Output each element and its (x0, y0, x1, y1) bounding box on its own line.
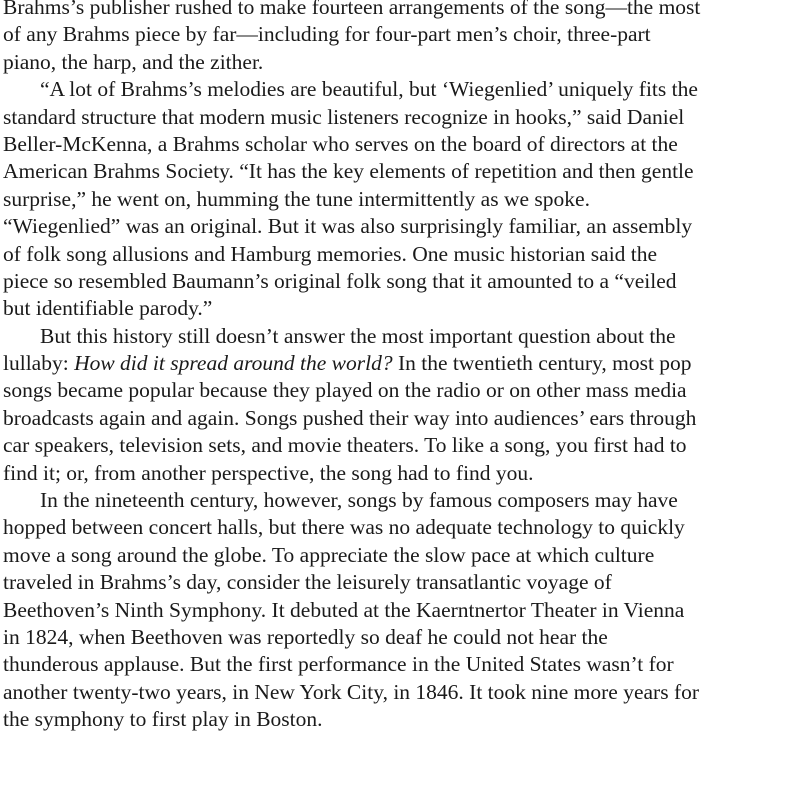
text-line: find it; or, from another perspective, the song had to find you. (3, 460, 534, 485)
text-segment: In the twentieth century, most pop (392, 351, 692, 376)
text-line: Beller-McKenna, a Brahms scholar who serves on the board of directors at the (3, 131, 678, 156)
paragraph-first-line: But this history still doesn’t answer the most important question about the (40, 323, 676, 348)
text-line: but identifiable parody.” (3, 296, 213, 321)
text-line: piece so resembled Baumann’s original folk song that it amounted to a “veiled (3, 268, 677, 293)
text-line: “Wiegenlied” was an original. But it was also surprisingly familiar, an assembly (3, 214, 693, 239)
italic-question: How did it spread around the world? (74, 351, 393, 376)
text-line: piano, the harp, and the zither. (3, 49, 264, 74)
paragraph-first-line: In the nineteenth century, however, songs by famous composers may have (40, 488, 678, 513)
text-line: thunderous applause. But the first performance in the United States wasn’t for (3, 652, 674, 677)
text-line: American Brahms Society. “It has the key elements of repetition and then gentle (3, 159, 694, 184)
text-line: another twenty-two years, in New York City, in 1846. It took nine more years for (3, 679, 700, 704)
paragraph-first-line: “A lot of Brahms’s melodies are beautiful, but ‘Wiegenlied’ uniquely fits the (40, 77, 698, 102)
text-line: car speakers, television sets, and movie theaters. To like a song, you first had to (3, 433, 687, 458)
text-line (3, 350, 800, 377)
text-line: standard structure that modern music listeners recognize in hooks,” said Daniel (3, 104, 685, 129)
text-line: broadcasts again and again. Songs pushed their way into audiences’ ears through (3, 405, 697, 430)
text-line: songs became popular because they played on the radio or on other mass media (3, 378, 687, 403)
text-line: move a song around the globe. To appreciate the slow pace at which culture (3, 542, 655, 567)
text-line: Brahms’s publisher rushed to make fourteen arrangements of the song—the most (3, 0, 701, 19)
text-line: surprise,” he went on, humming the tune intermittently as we spoke. (3, 186, 590, 211)
text-line: of folk song allusions and Hamburg memories. One music historian said the (3, 241, 658, 266)
text-line: Beethoven’s Ninth Symphony. It debuted at the Kaerntnertor Theater in Vienna (3, 597, 685, 622)
text-line: in 1824, when Beethoven was reportedly so deaf he could not hear the (3, 624, 608, 649)
text-line: the symphony to first play in Boston. (3, 707, 323, 732)
text-line: traveled in Brahms’s day, consider the leisurely transatlantic voyage of (3, 570, 612, 595)
text-segment: lullaby: (3, 351, 75, 376)
text-line: hopped between concert halls, but there was no adequate technology to quickly (3, 515, 685, 540)
text-line: of any Brahms piece by far—including for four-part men’s choir, three-part (3, 22, 651, 47)
